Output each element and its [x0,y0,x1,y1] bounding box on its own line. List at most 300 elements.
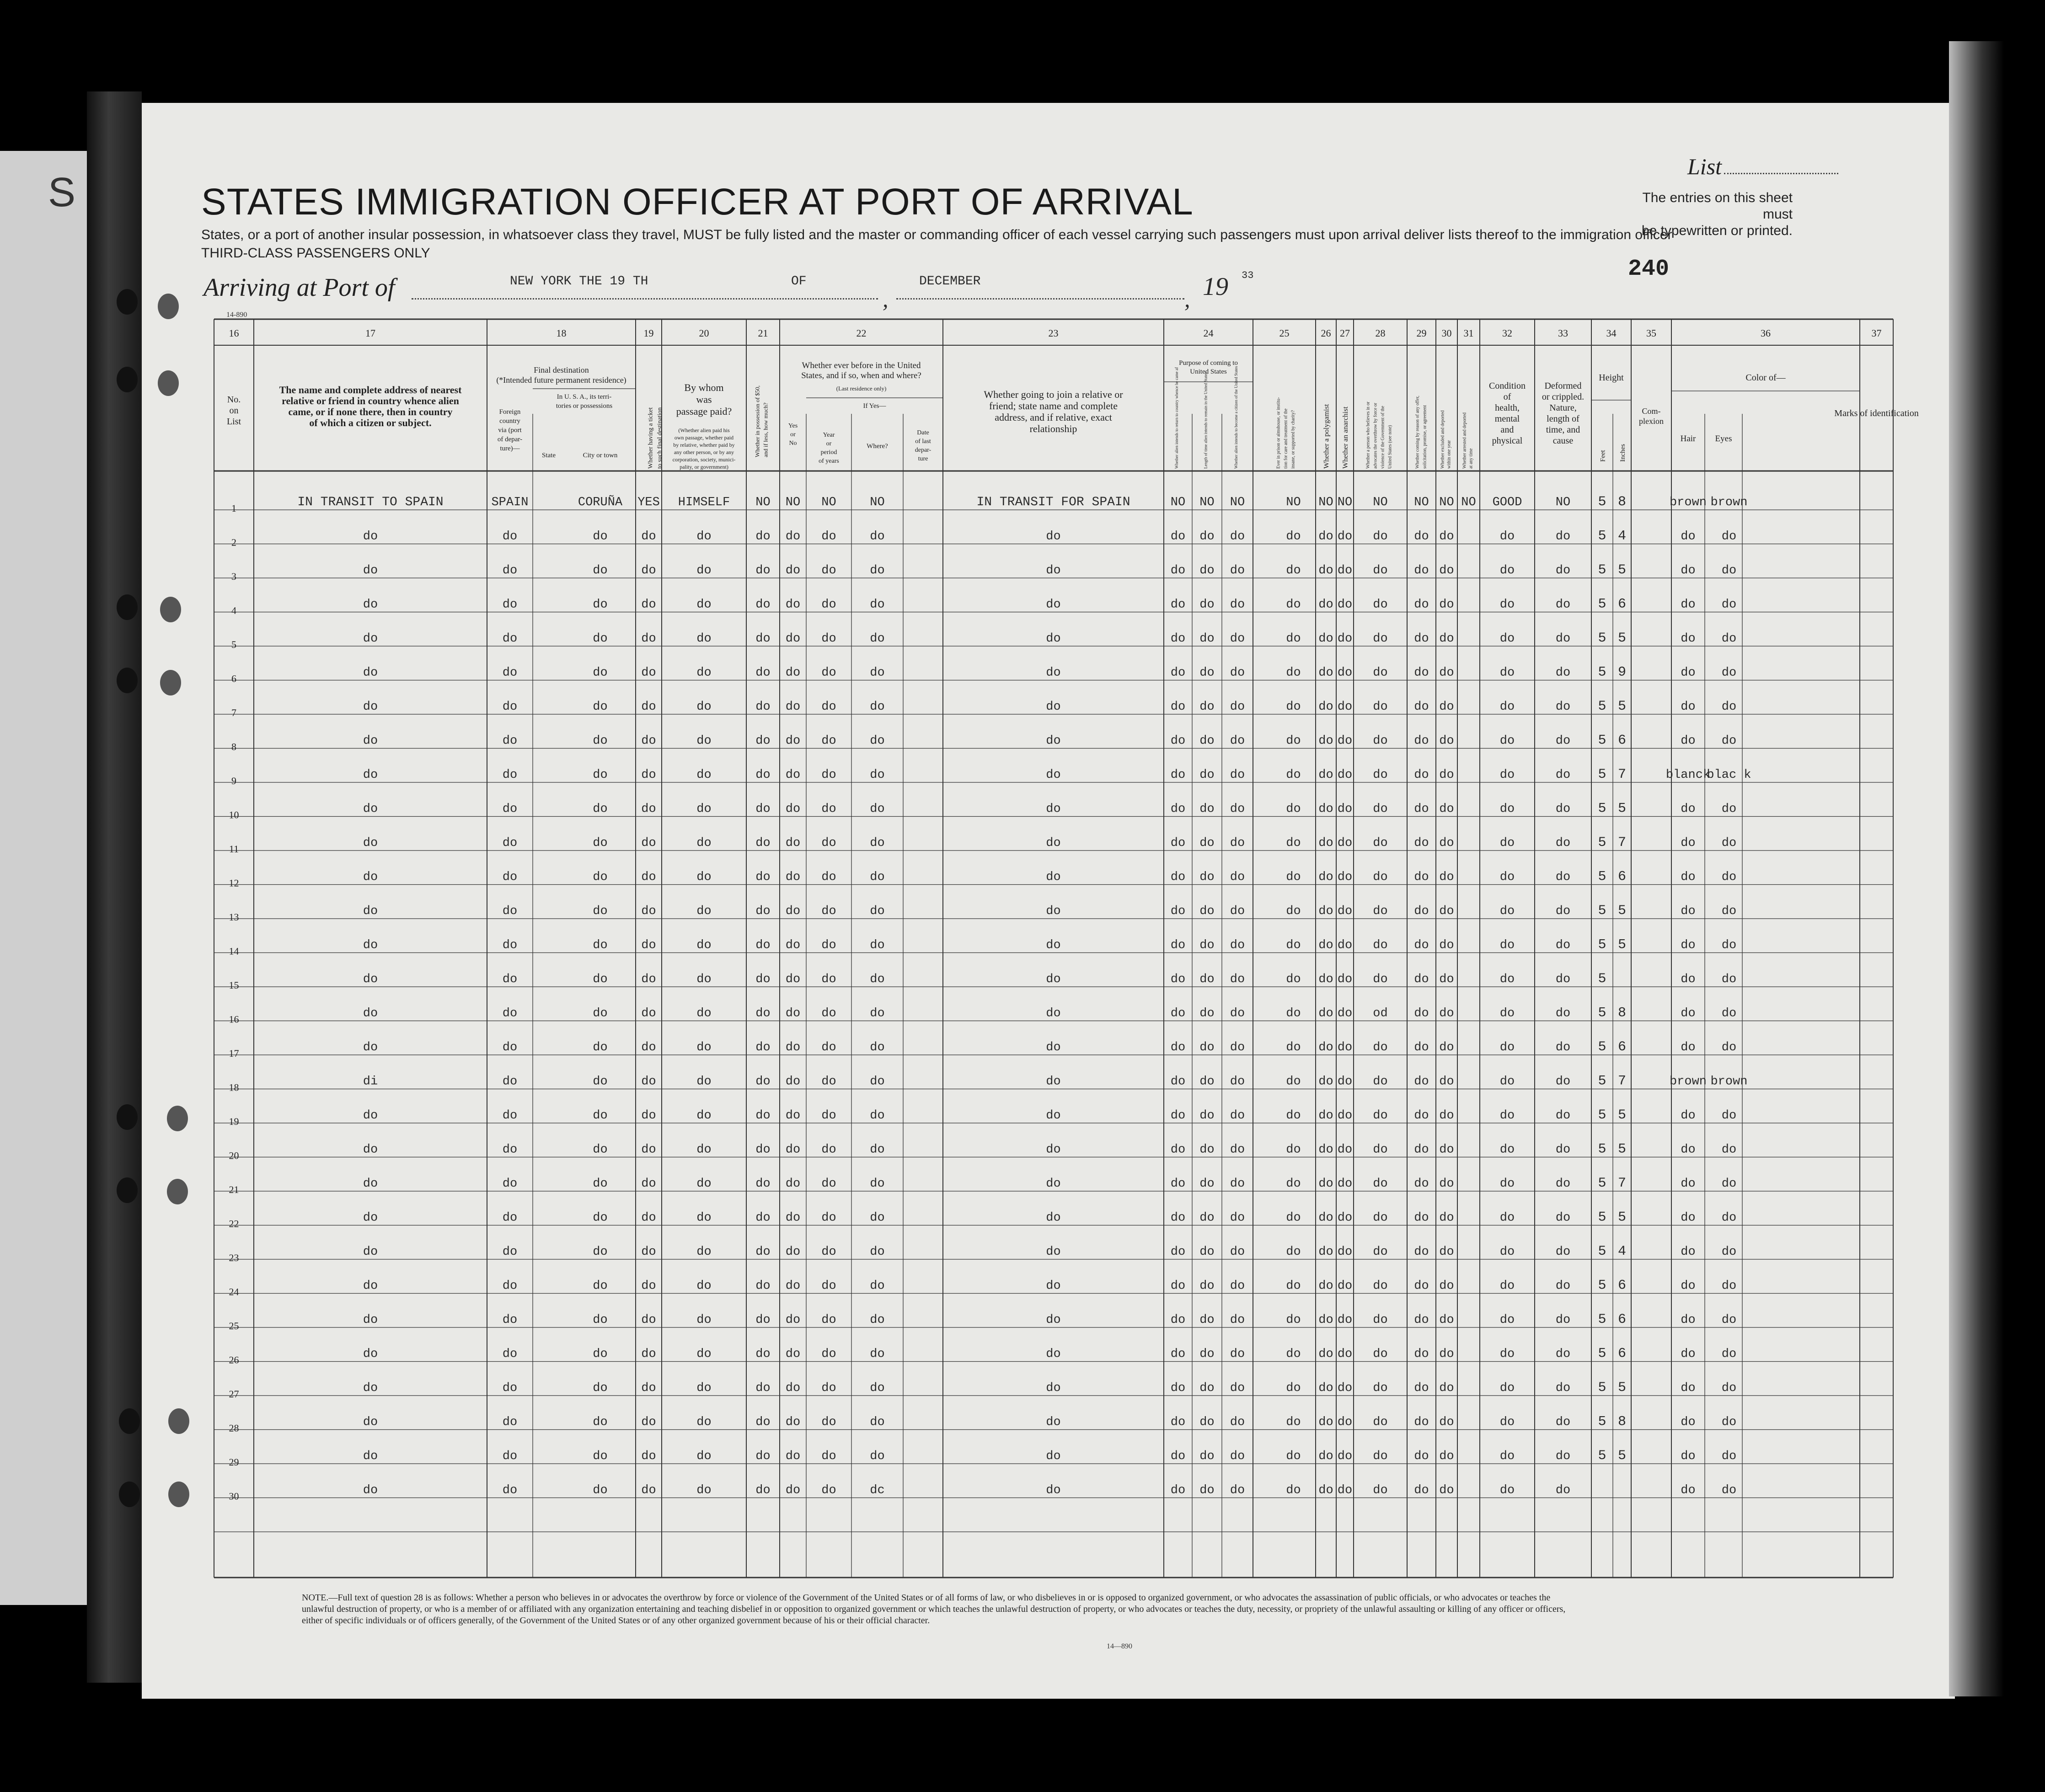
cell-eyes: do [1721,904,1737,918]
cell-ticket: do [641,564,656,578]
column-header: to such final destination [656,407,664,469]
cell-city: do [593,1381,608,1395]
cell-where: do [870,598,885,612]
cell-offer: do [1414,1041,1429,1054]
cell-relative: do [363,734,378,748]
cell-years: do [821,1006,836,1021]
cell-polygamist: do [1318,1075,1333,1089]
cell-relative: do [363,1279,378,1293]
cell-country: do [502,1177,518,1191]
cell-relative: do [363,1177,378,1191]
cell-excluded: do [1439,1211,1454,1225]
cell-join: do [1046,1143,1061,1157]
cell-relative: do [363,530,378,544]
cell-money: do [755,1450,771,1463]
cell-money: NO [755,496,771,509]
column-header: Com- [1642,407,1661,416]
cell-paid: do [696,1415,712,1429]
comma-mark: , [883,286,889,312]
cell-offer: do [1414,1006,1429,1021]
cell-join: do [1046,530,1061,544]
cell-deformed: do [1555,870,1571,884]
cell-q28: do [1373,1415,1388,1429]
cell-before: do [785,836,801,850]
cell-p-return: do [1170,700,1186,714]
cell-country: do [502,1075,518,1089]
cell-paid: do [696,1450,712,1463]
cell-relative: do [363,938,378,952]
cell-city: do [593,938,608,952]
cell-p-length: do [1199,734,1215,748]
cell-polygamist: do [1318,938,1333,952]
cell-where: do [870,938,885,952]
row-number: 3 [231,571,236,582]
cell-paid: do [696,904,712,918]
cell-excluded: do [1439,1245,1454,1259]
cell-before: do [785,1415,801,1429]
cell-ticket: do [641,700,656,714]
cell-years: do [821,1483,836,1498]
cell-relative: do [363,1483,378,1498]
cell-before: do [785,632,801,646]
cell-q28: do [1373,1450,1388,1463]
cell-excluded: do [1439,1381,1454,1395]
cell-city: do [593,836,608,850]
cell-money: do [755,1109,771,1123]
cell-before: do [785,1109,801,1123]
cell-country: do [502,836,518,850]
cell-money: do [755,870,771,884]
cell-deformed: do [1555,666,1571,680]
cell-before: do [785,666,801,680]
cell-relative: do [363,802,378,816]
cell-anarchist: do [1337,938,1353,952]
cell-q28: do [1373,973,1388,986]
cell-eyes: do [1721,1006,1737,1021]
cell-paid: do [696,1143,712,1157]
cell-where: do [870,1415,885,1429]
cell-polygamist: do [1318,1347,1333,1361]
cell-ticket: do [641,1313,656,1327]
cell-deformed: do [1555,1347,1571,1361]
cell-city: CORUÑA [578,496,623,509]
cell-p-length: do [1199,1143,1215,1157]
cell-deformed: do [1555,938,1571,952]
cell-years: do [821,1143,836,1157]
cell-before: do [785,564,801,578]
cell-excluded: do [1439,1075,1454,1089]
cell-offer: do [1414,1211,1429,1225]
row-number: 12 [229,877,239,889]
cell-relative: do [363,1415,378,1429]
cell-money: do [755,1279,771,1293]
passenger-class-line: THIRD-CLASS PASSENGERS ONLY [201,246,430,261]
cell-where: do [870,700,885,714]
cell-inches: 5 [1617,1448,1627,1464]
column-header: solicitation, promise, or agreement [1422,405,1428,469]
cell-city: do [593,564,608,578]
cell-inches: 6 [1617,1312,1627,1327]
cell-p-return: do [1170,1381,1186,1395]
cell-polygamist: do [1318,700,1333,714]
cell-country: SPAIN [491,496,529,509]
cell-q28: do [1373,530,1388,544]
cell-prison: do [1286,1415,1301,1429]
cell-p-length: do [1199,1347,1215,1361]
cell-before: do [785,768,801,782]
cell-hair: do [1681,1381,1696,1395]
cell-paid: do [696,564,712,578]
cell-health: do [1499,1041,1515,1054]
cell-offer: do [1414,802,1429,816]
column-header: By whom [684,382,724,393]
cell-eyes: do [1721,700,1737,714]
cell-polygamist: do [1318,973,1333,986]
cell-p-citizen: do [1230,1347,1245,1361]
cell-ticket: do [641,1143,656,1157]
cell-where: do [870,768,885,782]
cell-city: do [593,530,608,544]
cell-where: do [870,1109,885,1123]
cell-country: do [502,1381,518,1395]
column-header: Purpose of coming to [1179,359,1238,367]
cell-hair: do [1681,564,1696,578]
cell-where: do [870,904,885,918]
cell-excluded: do [1439,1313,1454,1327]
cell-polygamist: do [1318,1143,1333,1157]
cell-inches: 6 [1617,1346,1627,1362]
cell-p-return: do [1170,564,1186,578]
cell-p-length: do [1199,870,1215,884]
cell-p-return: do [1170,632,1186,646]
cell-q28: do [1373,768,1388,782]
cell-polygamist: do [1318,1041,1333,1054]
sub-header: Feet [1599,450,1607,462]
cell-deformed: NO [1555,496,1571,509]
cell-join: do [1046,1041,1061,1054]
cell-ticket: do [641,530,656,544]
cell-health: do [1499,564,1515,578]
column-number: 22 [856,327,867,339]
cell-p-length: do [1199,666,1215,680]
cell-anarchist: do [1337,1450,1353,1463]
cell-p-length: do [1199,564,1215,578]
cell-p-return: do [1170,802,1186,816]
cell-deformed: do [1555,836,1571,850]
row-number: 20 [229,1150,239,1161]
cell-join: do [1046,1279,1061,1293]
cell-paid: do [696,1177,712,1191]
cell-prison: do [1286,870,1301,884]
cell-offer: do [1414,1347,1429,1361]
cell-ticket: do [641,802,656,816]
cell-country: do [502,1415,518,1429]
cell-prison: do [1286,1109,1301,1123]
cell-join: do [1046,1483,1061,1498]
cell-country: do [502,1211,518,1225]
cell-relative: do [363,700,378,714]
cell-deformed: do [1555,1279,1571,1293]
cell-join: do [1046,1006,1061,1021]
cell-p-return: NO [1170,496,1186,509]
row-number: 26 [229,1354,239,1366]
cell-money: do [755,836,771,850]
row-number: 9 [231,775,236,786]
cell-money: do [755,1075,771,1089]
entries-instruction-line-2: be typewritten or printed. [1641,223,1793,238]
cell-feet: 5 [1598,596,1606,612]
cell-country: do [502,666,518,680]
cell-prison: NO [1286,496,1301,509]
cell-before: do [785,1279,801,1293]
row-number: 17 [229,1048,239,1059]
cell-join: do [1046,1347,1061,1361]
column-header: Final destination [534,365,589,374]
column-header: Whether in possession of $50, [754,385,761,457]
cell-prison: do [1286,666,1301,680]
cell-q28: do [1373,564,1388,578]
cell-eyes: do [1721,734,1737,748]
cell-before: do [785,1483,801,1498]
cell-paid: do [696,1006,712,1021]
cell-offer: do [1414,973,1429,986]
sub-header: No [789,440,797,447]
cell-offer: do [1414,666,1429,680]
row-number: 28 [229,1422,239,1434]
cell-city: do [593,734,608,748]
cell-years: do [821,1211,836,1225]
cell-feet: 5 [1598,937,1606,953]
sub-header: Foreign [499,408,521,416]
column-number: 20 [699,327,709,339]
cell-ticket: do [641,973,656,986]
cell-anarchist: do [1337,904,1353,918]
column-number: 37 [1871,327,1882,339]
cell-ticket: do [641,734,656,748]
cell-years: NO [821,496,836,509]
column-header: Nature, [1549,403,1577,413]
column-number: 25 [1279,327,1290,339]
column-number: 19 [643,327,654,339]
cell-where: do [870,1143,885,1157]
cell-q28: do [1373,598,1388,612]
cell-city: do [593,870,608,884]
cell-before: do [785,870,801,884]
cell-anarchist: do [1337,1211,1353,1225]
cell-p-length: do [1199,1041,1215,1054]
cell-join: do [1046,904,1061,918]
cell-p-citizen: do [1230,802,1245,816]
column-header: and if less, how much? [762,402,769,457]
cell-deformed: do [1555,904,1571,918]
cell-polygamist: do [1318,1483,1333,1498]
cell-hair: do [1681,1143,1696,1157]
column-number: 24 [1203,327,1214,339]
cell-ticket: do [641,1415,656,1429]
cell-years: do [821,1177,836,1191]
cell-health: do [1499,1279,1515,1293]
cell-ticket: do [641,1279,656,1293]
cell-where: do [870,973,885,986]
cell-money: do [755,530,771,544]
cell-p-citizen: do [1230,1006,1245,1021]
cell-anarchist: do [1337,666,1353,680]
cell-before: do [785,1450,801,1463]
cell-health: do [1499,973,1515,986]
cell-offer: do [1414,768,1429,782]
cell-money: do [755,666,771,680]
cell-before: do [785,1143,801,1157]
cell-hair: do [1681,1415,1696,1429]
cell-country: do [502,1041,518,1054]
cell-country: do [502,1313,518,1327]
cell-eyes: do [1721,1450,1737,1463]
cell-prison: do [1286,1279,1301,1293]
cell-p-return: do [1170,973,1186,986]
cell-eyes: do [1721,1041,1737,1054]
column-header: Deformed [1544,381,1582,391]
cell-paid: do [696,836,712,850]
cell-p-citizen: do [1230,734,1245,748]
cell-hair: brown [1669,1075,1707,1089]
cell-deformed: do [1555,530,1571,544]
cell-p-citizen: do [1230,938,1245,952]
cell-p-return: do [1170,1483,1186,1498]
cell-prison: do [1286,530,1301,544]
cell-feet: 5 [1598,1380,1606,1396]
cell-years: do [821,632,836,646]
cell-prison: do [1286,802,1301,816]
cell-offer: do [1414,598,1429,612]
cell-polygamist: do [1318,1109,1333,1123]
cell-country: do [502,1109,518,1123]
column-number: 35 [1646,327,1656,339]
cell-before: do [785,734,801,748]
cell-excluded: do [1439,768,1454,782]
cell-years: do [821,973,836,986]
cell-inches: 5 [1617,1380,1627,1396]
cell-before: do [785,1347,801,1361]
cell-p-length: do [1199,632,1215,646]
sub-header: (Whether alien paid his [678,427,730,433]
cell-prison: do [1286,904,1301,918]
sub-header: ture)— [500,445,520,452]
cell-relative: do [363,666,378,680]
row-number: 15 [229,979,239,991]
cell-polygamist: do [1318,1006,1333,1021]
cell-excluded: do [1439,1109,1454,1123]
cell-inches: 7 [1617,1073,1627,1089]
cell-country: do [502,1483,518,1498]
cell-hair: do [1681,1450,1696,1463]
cell-relative: do [363,1006,378,1021]
cell-inches: 5 [1617,937,1627,953]
cell-anarchist: do [1337,1279,1353,1293]
cell-city: do [593,1347,608,1361]
cell-inches: 5 [1617,631,1627,646]
cell-p-length: NO [1199,496,1215,509]
cell-ticket: do [641,666,656,680]
cell-hair: do [1681,1347,1696,1361]
cell-join: do [1046,1381,1061,1395]
cell-polygamist: do [1318,1177,1333,1191]
cell-paid: do [696,1041,712,1054]
cell-q28: do [1373,1041,1388,1054]
column-header: Condition [1488,381,1526,391]
cell-city: do [593,1245,608,1259]
cell-join: do [1046,632,1061,646]
cell-where: do [870,1450,885,1463]
cell-q28: do [1373,632,1388,646]
sub-header: country [499,417,520,425]
cell-ticket: do [641,1006,656,1021]
cell-city: do [593,973,608,986]
cell-feet: 5 [1598,1141,1606,1157]
cell-where: do [870,1279,885,1293]
cell-city: do [593,1313,608,1327]
cell-money: do [755,938,771,952]
cell-hair: do [1681,904,1696,918]
cell-before: do [785,938,801,952]
sub-header: tories or possessions [556,402,613,410]
cell-before: do [785,1313,801,1327]
cell-eyes: do [1721,1347,1737,1361]
column-header: violence of the Government of the [1380,406,1386,469]
cell-q28: do [1373,666,1388,680]
cell-p-citizen: do [1230,836,1245,850]
cell-eyes: blac k [1707,768,1751,782]
cell-feet: 5 [1598,767,1606,782]
cell-feet: 5 [1598,699,1606,714]
cell-country: do [502,632,518,646]
cell-where: do [870,1347,885,1361]
cell-ticket: do [641,1109,656,1123]
cell-eyes: do [1721,938,1737,952]
cell-p-citizen: do [1230,1381,1245,1395]
row-number: 14 [229,945,239,957]
cell-relative: do [363,870,378,884]
cell-p-citizen: do [1230,904,1245,918]
cell-anarchist: do [1337,1006,1353,1021]
cell-q28: do [1373,1483,1388,1498]
cell-where: do [870,632,885,646]
cell-join: do [1046,1415,1061,1429]
cell-years: do [821,564,836,578]
cell-anarchist: do [1337,870,1353,884]
column-header: The name and complete address of nearest [279,384,462,396]
row-number: 25 [229,1320,239,1332]
cell-q28: do [1373,1109,1388,1123]
cell-country: do [502,1245,518,1259]
cell-deformed: do [1555,1313,1571,1327]
column-header: physical [1492,436,1523,446]
cell-anarchist: do [1337,564,1353,578]
cell-eyes: do [1721,632,1737,646]
column-number: 30 [1441,327,1452,339]
cell-offer: do [1414,530,1429,544]
cell-hair: do [1681,734,1696,748]
column-number: 18 [556,327,567,339]
cell-paid: do [696,1381,712,1395]
row-number: 18 [229,1081,239,1093]
cell-anarchist: do [1337,700,1353,714]
cell-polygamist: do [1318,530,1333,544]
column-header: on [229,406,239,416]
column-header: No. [227,395,241,405]
cell-health: do [1499,1109,1515,1123]
cell-country: do [502,802,518,816]
cell-hair: blanck [1665,768,1711,782]
